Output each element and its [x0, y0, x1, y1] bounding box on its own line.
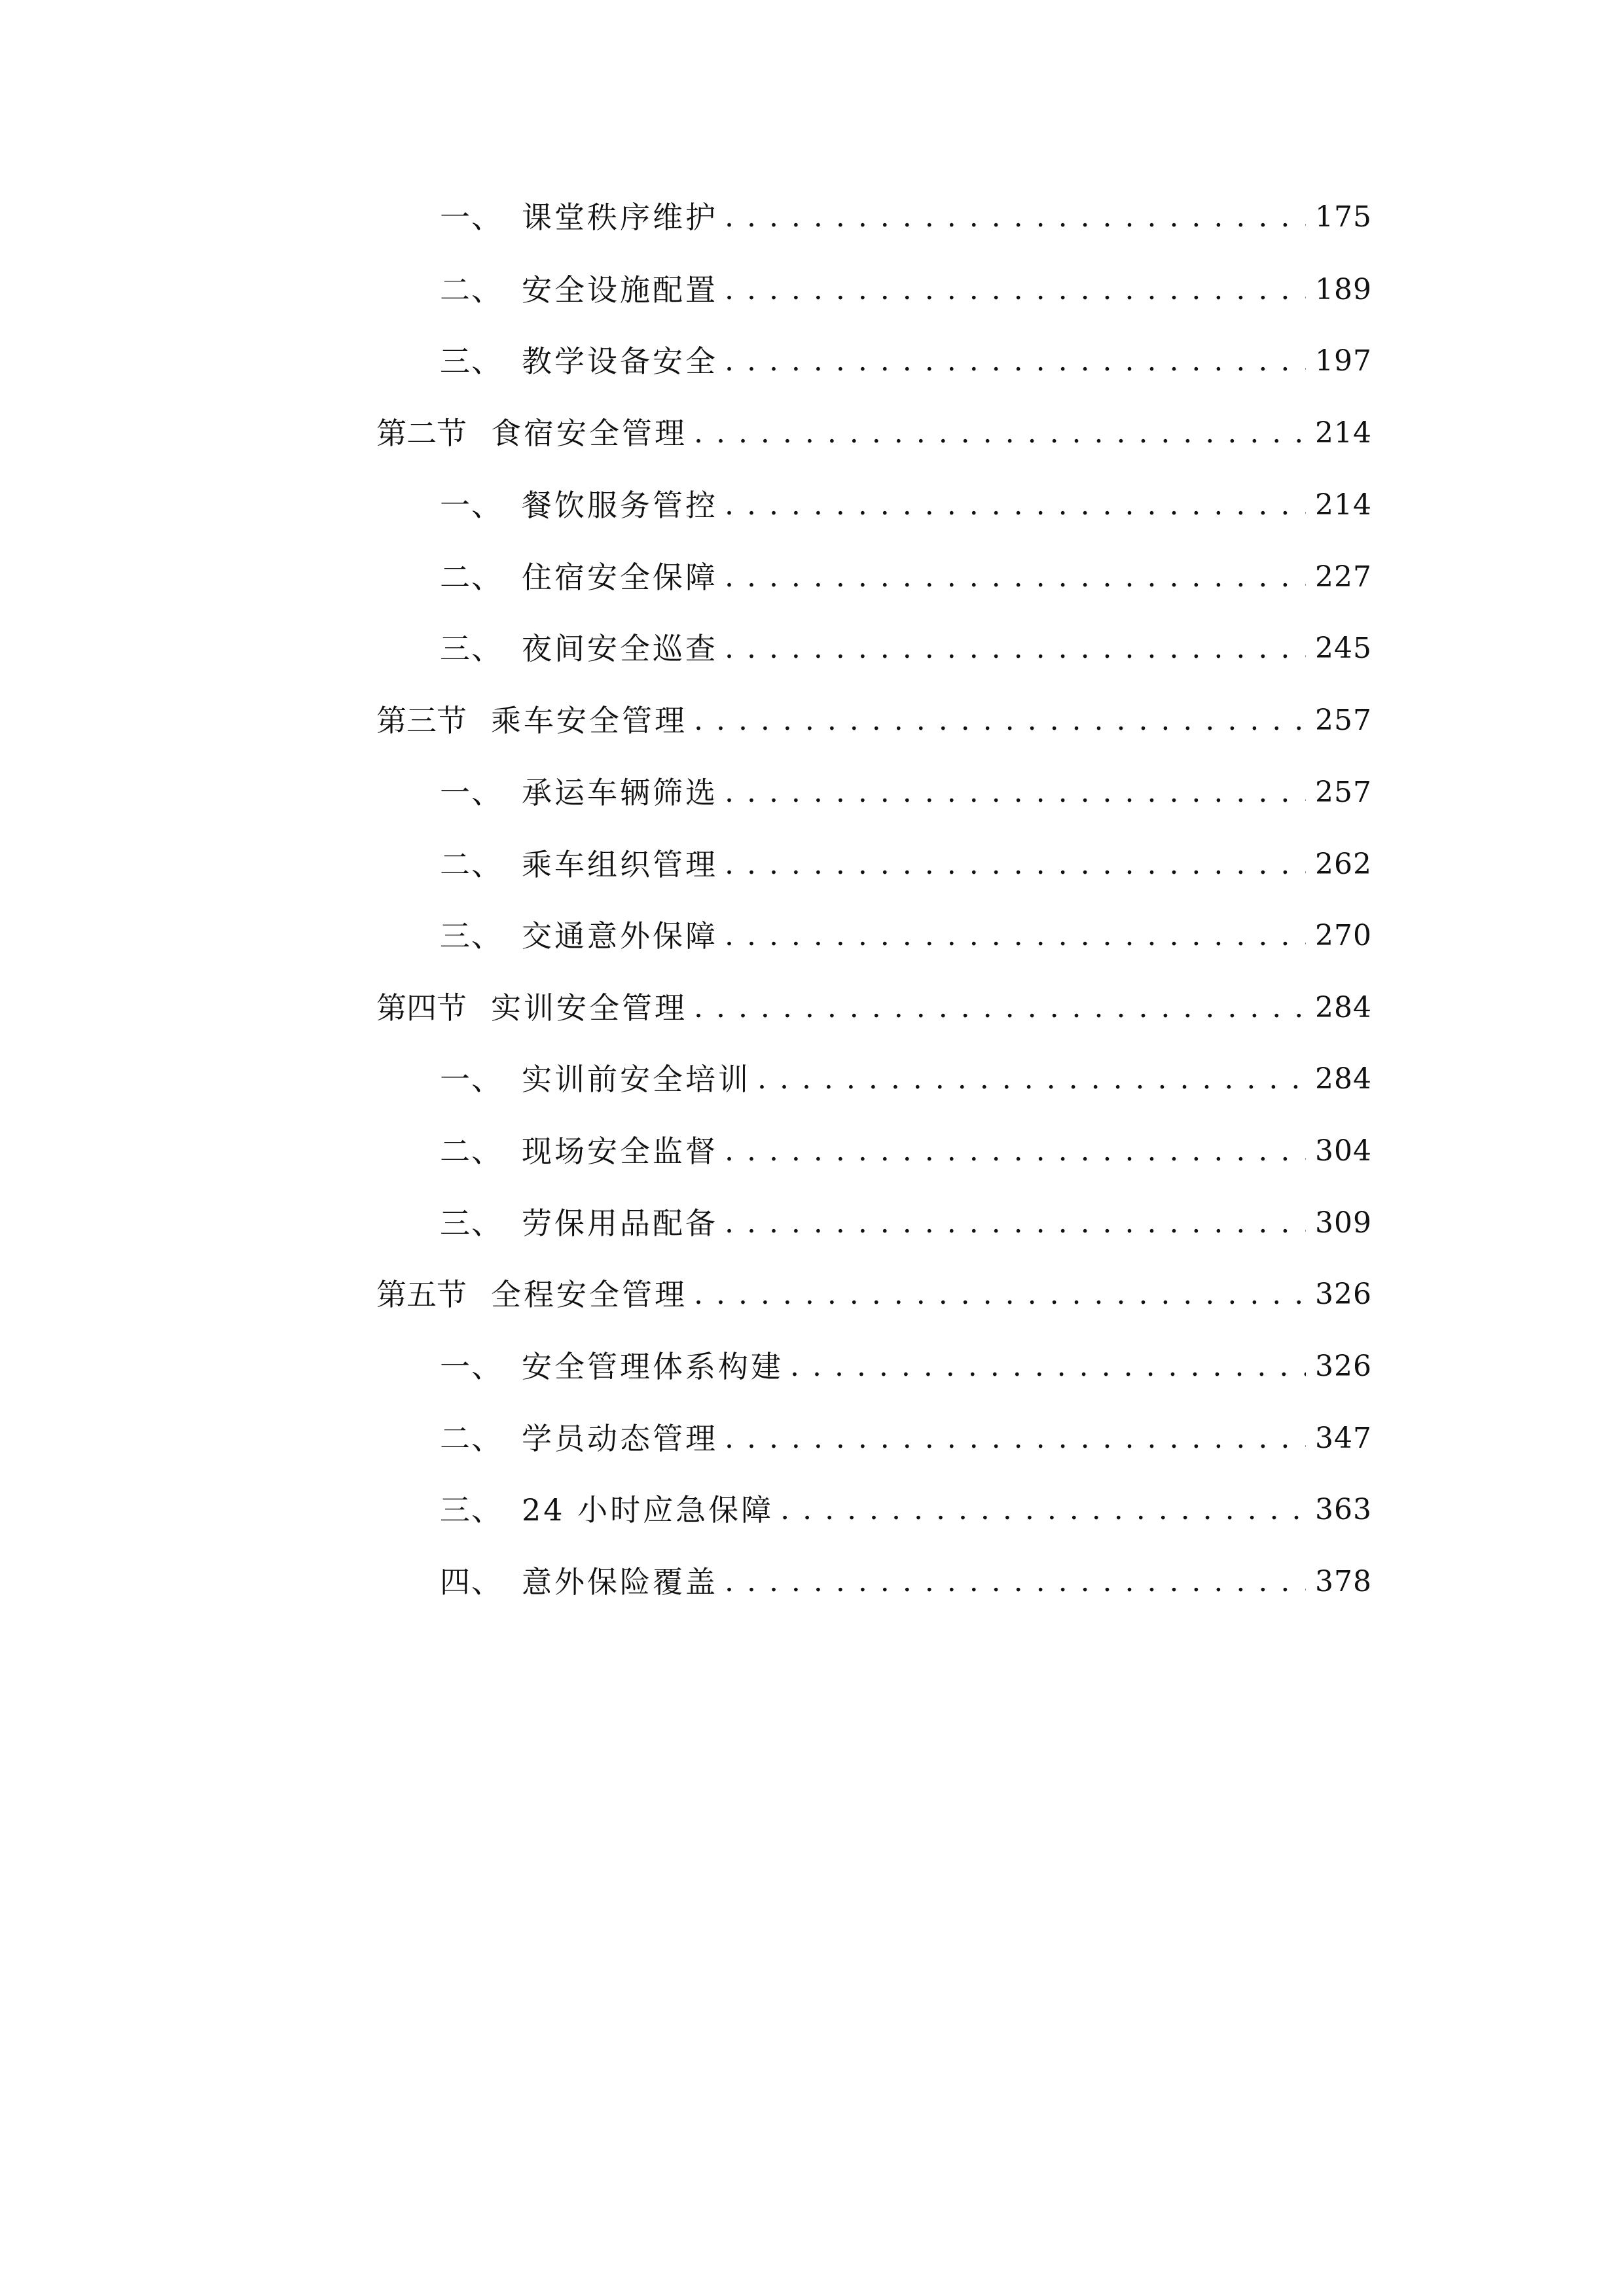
dot-leader — [757, 1056, 1306, 1102]
toc-entry-number: 二、 — [440, 1421, 503, 1456]
dot-leader — [694, 985, 1306, 1031]
toc-entry-title: 课堂秩序维护 — [522, 200, 718, 235]
toc-entry-number: 三、 — [440, 1492, 503, 1528]
toc-entry-title: 安全设施配置 — [522, 272, 718, 308]
toc-entry-title: 餐饮服务管控 — [522, 488, 718, 523]
dot-leader — [694, 1272, 1306, 1318]
dot-leader — [725, 842, 1306, 888]
toc-entry-page: 257 — [1315, 704, 1372, 737]
toc-entry-page: 270 — [1315, 919, 1372, 952]
toc-entry-number: 三、 — [440, 918, 503, 954]
toc-entry-title: 教学设备安全 — [522, 344, 718, 379]
toc-entry[interactable] — [440, 1200, 1372, 1246]
toc-entry-title: 意外保险覆盖 — [522, 1564, 718, 1600]
dot-leader — [725, 194, 1306, 240]
toc-entry[interactable] — [440, 770, 1372, 816]
toc-entry-title: 学员动态管理 — [522, 1421, 718, 1456]
toc-entry-number: 第五节 — [376, 1277, 467, 1312]
toc-entry[interactable] — [440, 554, 1372, 600]
toc-entry-number: 二、 — [440, 847, 503, 882]
toc-entry[interactable] — [440, 1344, 1372, 1390]
toc-entry-page: 257 — [1315, 776, 1372, 809]
toc-entry-number: 三、 — [440, 631, 503, 666]
toc-entry-title: 住宿安全保障 — [522, 560, 718, 595]
toc-entry[interactable] — [440, 482, 1372, 528]
toc-entry-title: 实训安全管理 — [491, 990, 687, 1026]
dot-leader — [725, 770, 1306, 816]
toc-entry-page: 304 — [1315, 1134, 1372, 1168]
toc-entry-title: 安全管理体系构建 — [522, 1349, 784, 1384]
toc-entry[interactable] — [440, 913, 1372, 959]
toc-entry[interactable] — [440, 626, 1372, 672]
toc-entry-title: 乘车组织管理 — [522, 847, 718, 882]
toc-entry-number: 三、 — [440, 344, 503, 379]
toc-entry-page: 326 — [1315, 1278, 1372, 1311]
dot-leader — [725, 913, 1306, 959]
toc-entry-number: 一、 — [440, 200, 503, 235]
toc-entry[interactable] — [440, 1487, 1372, 1533]
toc-entry-page: 284 — [1315, 1062, 1372, 1096]
dot-leader — [725, 626, 1306, 672]
toc-entry-title: 交通意外保障 — [522, 918, 718, 954]
toc-entry-page: 214 — [1315, 488, 1372, 522]
toc-entry-page: 347 — [1315, 1422, 1372, 1455]
toc-entry-title: 实训前安全培训 — [522, 1062, 751, 1097]
toc-entry-number: 一、 — [440, 488, 503, 523]
toc-entry-number: 第三节 — [376, 703, 467, 738]
toc-entry-page: 227 — [1315, 560, 1372, 594]
dot-leader — [725, 482, 1306, 528]
toc-entry-page: 175 — [1315, 200, 1372, 234]
dot-leader — [725, 267, 1306, 313]
toc-entry-title: 现场安全监督 — [522, 1134, 718, 1169]
dot-leader — [694, 410, 1306, 456]
toc-entry-number: 二、 — [440, 1134, 503, 1169]
dot-leader — [725, 554, 1306, 600]
toc-entry-page: 326 — [1315, 1350, 1372, 1383]
toc-entry-title: 食宿安全管理 — [491, 416, 687, 451]
toc-entry[interactable] — [440, 1056, 1372, 1102]
toc-entry-page: 378 — [1315, 1565, 1372, 1598]
toc-entry-number: 一、 — [440, 775, 503, 810]
toc-entry[interactable] — [440, 194, 1372, 240]
toc-entry-number: 一、 — [440, 1062, 503, 1097]
toc-entry-number: 第二节 — [376, 416, 467, 451]
toc-entry[interactable] — [376, 985, 1372, 1031]
toc-entry-number: 第四节 — [376, 990, 467, 1026]
toc-entry-page: 284 — [1315, 991, 1372, 1024]
toc-entry[interactable] — [440, 338, 1372, 384]
toc-entry-number: 四、 — [440, 1564, 503, 1600]
toc-entry-title: 夜间安全巡查 — [522, 631, 718, 666]
toc-entry-page: 214 — [1315, 416, 1372, 450]
toc-entry[interactable] — [376, 410, 1372, 456]
dot-leader — [694, 698, 1306, 744]
toc-entry[interactable] — [440, 1128, 1372, 1174]
toc-entry-page: 262 — [1315, 848, 1372, 881]
toc-entry-title: 劳保用品配备 — [522, 1206, 718, 1241]
toc-entry-page: 309 — [1315, 1206, 1372, 1240]
toc-entry[interactable] — [440, 1416, 1372, 1462]
toc-entry-title: 乘车安全管理 — [491, 703, 687, 738]
toc-entry-number: 三、 — [440, 1206, 503, 1241]
dot-leader — [790, 1344, 1306, 1390]
toc-entry[interactable] — [376, 1272, 1372, 1318]
toc-entry[interactable] — [376, 698, 1372, 744]
toc-entry[interactable] — [440, 1559, 1372, 1605]
toc-entry-number: 二、 — [440, 272, 503, 308]
toc-entry-page: 189 — [1315, 273, 1372, 306]
toc-entry-title: 全程安全管理 — [491, 1277, 687, 1312]
toc-entry-number: 一、 — [440, 1349, 503, 1384]
toc-entry-title: 承运车辆筛选 — [522, 775, 718, 810]
toc-entry[interactable] — [440, 267, 1372, 313]
toc-entry[interactable] — [440, 842, 1372, 888]
toc-entry-number: 二、 — [440, 560, 503, 595]
dot-leader — [725, 1200, 1306, 1246]
dot-leader — [725, 1416, 1306, 1462]
dot-leader — [725, 338, 1306, 384]
toc-entry-page: 197 — [1315, 344, 1372, 378]
toc-entry-page: 245 — [1315, 632, 1372, 665]
dot-leader — [725, 1559, 1306, 1605]
dot-leader — [725, 1128, 1306, 1174]
toc-entry-page: 363 — [1315, 1493, 1372, 1526]
toc-entry-title: 24 小时应急保障 — [522, 1492, 774, 1528]
dot-leader — [780, 1487, 1306, 1533]
